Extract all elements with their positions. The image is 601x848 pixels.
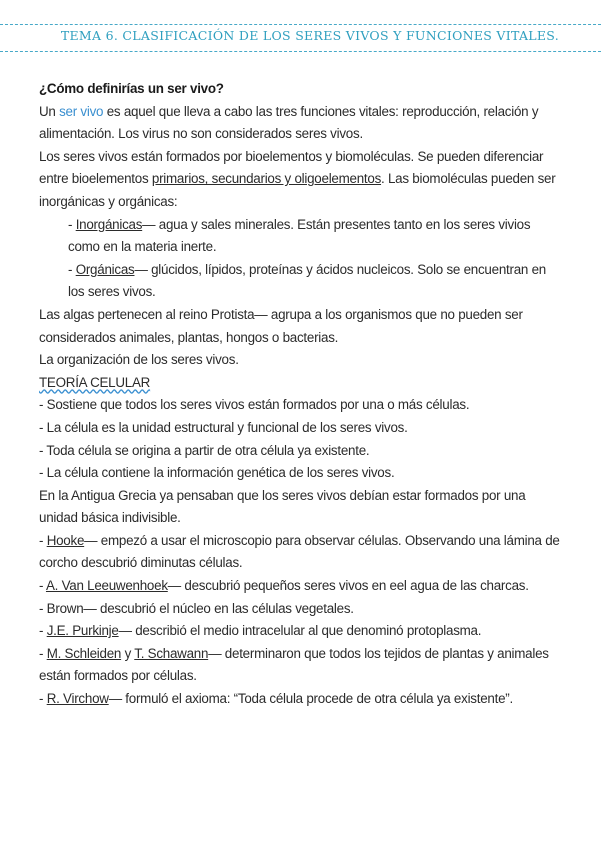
hooke-item	[39, 530, 564, 575]
text-span: — agua y sales minerales. Están presentes tanto en los seres vivios como en la materia inerte.	[68, 216, 531, 255]
scientist-name: M. Schleiden	[46, 645, 122, 661]
header-band	[0, 24, 601, 52]
text-span: y	[121, 645, 135, 661]
cell-theory-title-text: TEORÍA CELULAR	[39, 374, 151, 390]
text-span: — describió el medio intracelular al que denominó protoplasma.	[118, 623, 482, 639]
definition-paragraph	[39, 101, 564, 146]
text-span: -	[68, 216, 76, 232]
text-span: . Las biomoléculas pueden ser inorgánicas y orgánicas:	[39, 171, 556, 209]
leeuwenhoek-item	[39, 575, 564, 598]
text-span: — descubrió pequeños seres vivos en eel agua de las charcas.	[167, 578, 529, 594]
cell-theory-item: - Toda célula se origina a partir de otra célula ya existente.	[39, 442, 370, 458]
text-span: Un	[39, 103, 60, 119]
scientist-name: Hooke	[46, 532, 85, 548]
text-span: -	[39, 532, 47, 548]
question-heading: ¿Cómo definirías un ser vivo?	[39, 81, 224, 96]
cell-theory-item: - La célula es la unidad estructural y funcional de los seres vivos.	[39, 419, 408, 435]
text-span: es aquel que lleva a cabo las tres funciones vitales: reproducción, relación y alimentación. Los virus no son considerados seres vivos.	[39, 103, 539, 142]
bioelements-paragraph	[39, 146, 564, 214]
text-span: — formuló el axioma: “Toda célula procede de otra célula ya existente”.	[108, 691, 513, 707]
bioelement-types: primarios, secundarios y oligoelementos	[151, 171, 382, 187]
text-span: -	[39, 645, 47, 661]
page-title: TEMA 6. CLASIFICACIÓN DE LOS SERES VIVOS Y FUNCIONES VITALES.	[60, 28, 559, 43]
cell-theory-item: - La célula contiene la información genética de los seres vivos.	[39, 465, 395, 481]
text-span: -	[39, 623, 47, 639]
cell-theory-item: - Sostiene que todos los seres vivos están formados por una o más células.	[39, 397, 470, 413]
text-span: -	[68, 261, 76, 277]
cell-theory-title	[39, 372, 564, 395]
text-span: Los seres vivos están formados por bioelementos y biomoléculas. Se pueden diferenciar entre bioelementos	[39, 148, 544, 187]
text-span: -	[39, 691, 47, 707]
purkinje-item	[39, 620, 564, 643]
organic-term: Orgánicas	[75, 261, 135, 277]
inorganic-item	[39, 214, 564, 259]
scientist-name: A. Van Leeuwenhoek	[45, 578, 168, 594]
text-span: — determinaron que todos los tejidos de plantas y animales están formados por células.	[39, 645, 549, 684]
document-body	[39, 78, 564, 711]
schleiden-schwann-item	[39, 643, 564, 688]
text-span: — empezó a usar el microscopio para observar células. Observando una lámina de corcho descubrió diminutas células.	[39, 532, 560, 571]
greece-paragraph: En la Antigua Grecia ya pensaban que los seres vivos debían estar formados por una unidad básica indivisible.	[39, 487, 526, 526]
scientist-name: J.E. Purkinje	[46, 623, 119, 639]
organic-item	[39, 259, 564, 304]
scientist-name: T. Schawann	[134, 645, 209, 661]
scientist-name: R. Virchow	[46, 691, 109, 707]
text-span: -	[39, 578, 46, 594]
inorganic-term: Inorgánicas	[75, 216, 143, 232]
organization-line: La organización de los seres vivos.	[39, 352, 239, 368]
virchow-item	[39, 688, 564, 711]
brown-item: - Brown— descubrió el núcleo en las células vegetales.	[39, 600, 354, 616]
text-span: — glúcidos, lípidos, proteínas y ácidos nucleicos. Solo se encuentran en los seres vivos.	[68, 261, 546, 300]
ser-vivo-highlight: ser vivo	[59, 103, 104, 119]
algae-paragraph: Las algas pertenecen al reino Protista— agrupa a los organismos que no pueden ser considerados animales, plantas, hongos o bacterias.	[39, 306, 523, 345]
